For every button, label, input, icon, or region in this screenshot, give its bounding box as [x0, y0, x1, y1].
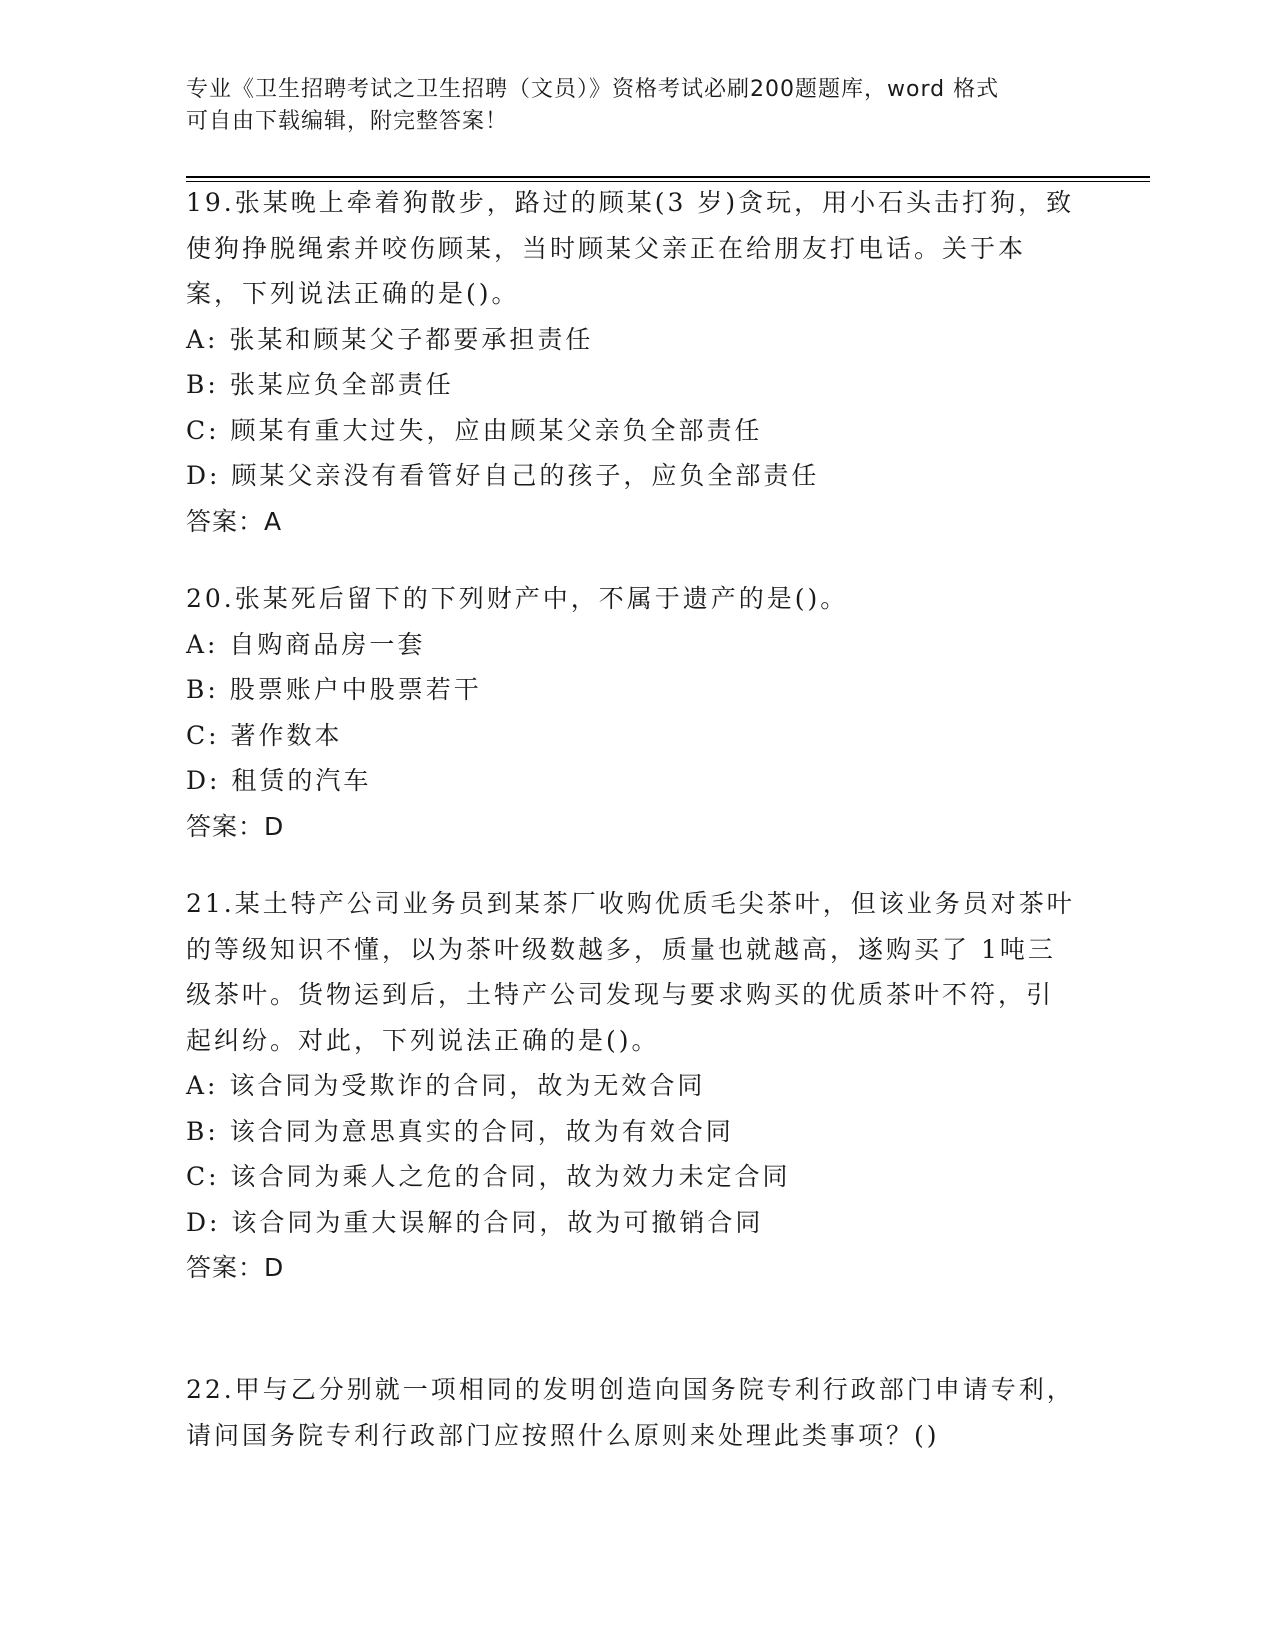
- option-a: A: 该合同为受欺诈的合同，故为无效合同: [186, 1071, 706, 1100]
- option-b: B: 该合同为意思真实的合同，故为有效合同: [186, 1116, 734, 1146]
- option-d: D: 该合同为重大误解的合同，故为可撤销合同: [186, 1207, 764, 1237]
- option-c: C: 顾某有重大过失，应由顾某父亲负全部责任: [186, 415, 763, 445]
- question-21: [186, 881, 1076, 1291]
- question-19: [186, 180, 1076, 545]
- question-text: 22.甲与乙分别就一项相同的发明创造向国务院专利行政部门申请专利，请问国务院专利行政部门应按照什么原则来处理此类事项？(): [186, 1375, 1075, 1450]
- header-line-2: 可自由下载编辑，附完整答案！: [186, 109, 509, 134]
- option-b: B: 张某应负全部责任: [186, 370, 454, 399]
- option-d: D: 顾某父亲没有看管好自己的孩子，应负全部责任: [186, 461, 820, 490]
- option-b: B: 股票账户中股票若干: [186, 675, 482, 704]
- document-header: [186, 74, 1076, 138]
- question-text: 21.某土特产公司业务员到某茶厂收购优质毛尖茶叶，但该业务员对茶叶的等级知识不懂，以为茶叶级数越多，质量也就越高，遂购买了 1吨三级茶叶。货物运到后，土特产公司发现与要求购买的优质茶叶不符，引起纠纷。对此，下列说法正确的是()。: [186, 889, 1075, 1055]
- answer: 答案：D: [186, 1253, 285, 1282]
- question-20: [186, 576, 1076, 850]
- option-a: A: 自购商品房一套: [186, 629, 426, 659]
- answer: 答案：A: [186, 506, 283, 536]
- header-rule-thick: [186, 176, 1150, 178]
- option-c: C: 该合同为乘人之危的合同，故为效力未定合同: [186, 1162, 791, 1191]
- question-text: 20.张某死后留下的下列财产中，不属于遗产的是()。: [186, 584, 849, 613]
- question-text: 19.张某晚上牵着狗散步，路过的顾某(3 岁)贪玩，用小石头击打狗，致使狗挣脱绳索并咬伤顾某，当时顾某父亲正在给朋友打电话。关于本案，下列说法正确的是()。: [186, 188, 1075, 308]
- option-d: D: 租赁的汽车: [186, 766, 372, 795]
- option-c: C: 著作数本: [186, 720, 343, 750]
- answer: 答案：D: [186, 811, 285, 841]
- header-line-1: 专业《卫生招聘考试之卫生招聘（文员）》资格考试必刷200题题库，word 格式: [186, 77, 1000, 102]
- question-22: [186, 1367, 1076, 1458]
- option-a: A: 张某和顾某父子都要承担责任: [186, 324, 594, 354]
